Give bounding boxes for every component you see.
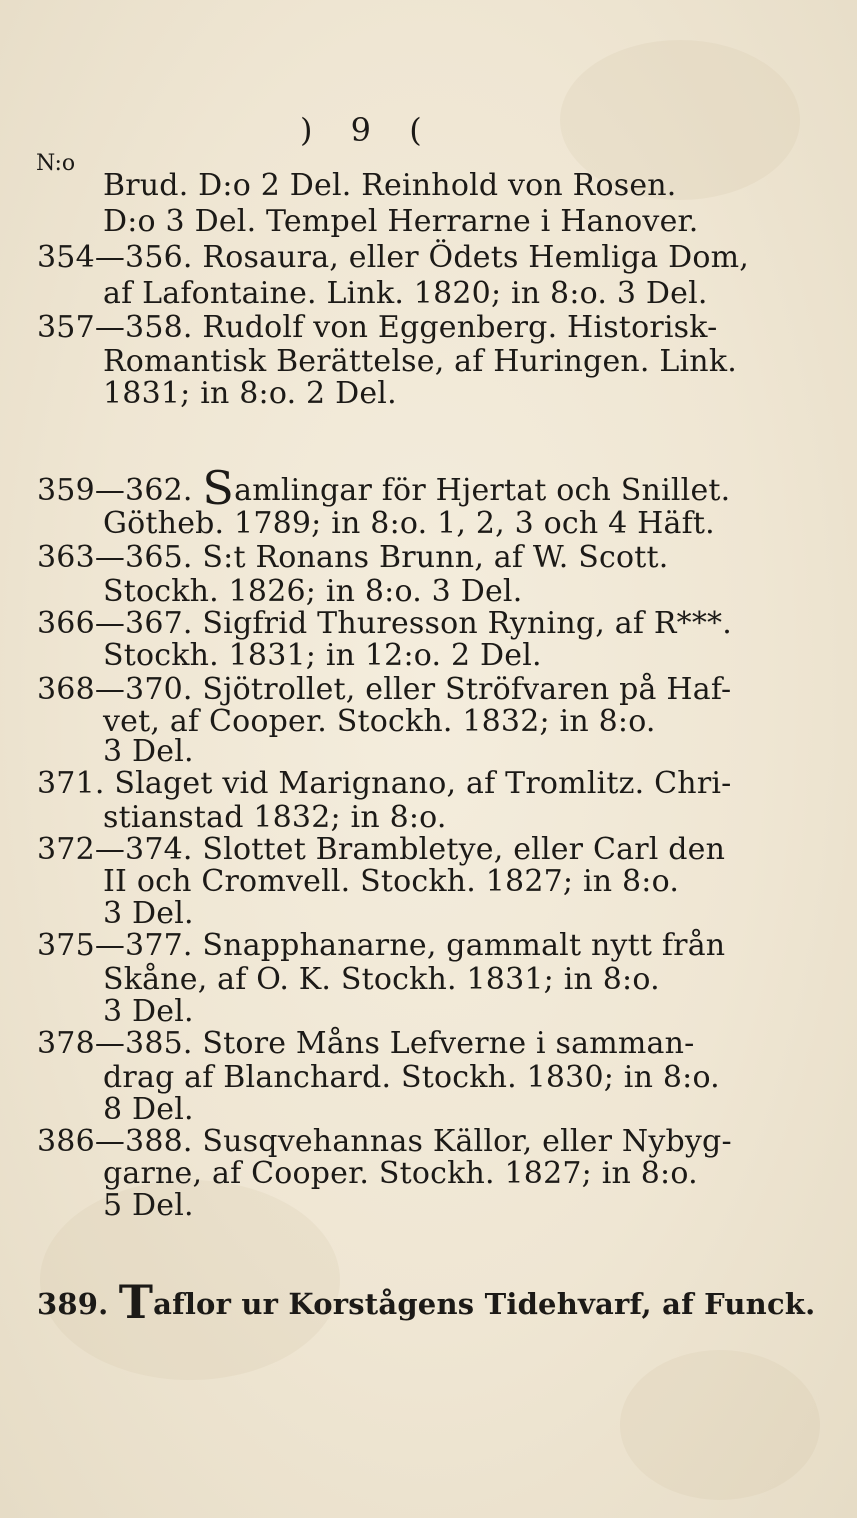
entry-line bbox=[37, 928, 725, 964]
no-label: N:o bbox=[36, 151, 76, 176]
entry-line bbox=[103, 734, 194, 770]
entry-line bbox=[37, 1124, 732, 1160]
entry-number: 375—377. bbox=[37, 928, 193, 963]
entry-line bbox=[103, 1060, 720, 1096]
entry-number: 371. bbox=[37, 766, 105, 801]
entry-line bbox=[37, 672, 731, 708]
entry-text: Susqvehannas Källor, eller Nybyg- bbox=[202, 1124, 732, 1159]
entry-line bbox=[103, 574, 522, 610]
entry-text: Slaget vid Marignano, af Tromlitz. Chri- bbox=[114, 766, 732, 801]
entry-text: Brud. D:o 2 Del. Reinhold von Rosen. bbox=[103, 168, 677, 203]
entry-line bbox=[37, 461, 731, 515]
entry-text: amlingar för Hjertat och Snillet. bbox=[234, 473, 731, 508]
entry-line bbox=[103, 1092, 194, 1128]
entry-number: 386—388. bbox=[37, 1124, 193, 1159]
entry-text: Skåne, af O. K. Stockh. 1831; in 8:o. bbox=[103, 962, 660, 997]
entry-text: Snapphanarne, gammalt nytt från bbox=[202, 928, 726, 963]
entry-text: Sjötrollet, eller Ströfvaren på Haf- bbox=[202, 672, 732, 707]
entry-text: Rosaura, eller Ödets Hemliga Dom, bbox=[202, 240, 749, 275]
entry-text: 8 Del. bbox=[103, 1092, 194, 1127]
entry-text: drag af Blanchard. Stockh. 1830; in 8:o. bbox=[103, 1060, 720, 1095]
entry-initial: T bbox=[118, 1275, 154, 1329]
entry-line bbox=[37, 1275, 816, 1329]
entry-line bbox=[103, 506, 715, 542]
entry-text: Store Måns Lefverne i samman- bbox=[202, 1026, 695, 1061]
entry-number: 378—385. bbox=[37, 1026, 193, 1061]
entry-line bbox=[103, 864, 679, 900]
entry-line bbox=[103, 168, 677, 204]
entry-text: S:t Ronans Brunn, af W. Scott. bbox=[202, 540, 669, 575]
entry-line bbox=[37, 310, 717, 346]
entry-number: 368—370. bbox=[37, 672, 193, 707]
entry-line bbox=[103, 276, 708, 312]
entry-line bbox=[103, 800, 447, 836]
entry-number: 389. bbox=[37, 1287, 109, 1321]
entry-line bbox=[103, 994, 194, 1030]
entry-number: 357—358. bbox=[37, 310, 193, 345]
entry-text: Stockh. 1831; in 12:o. 2 Del. bbox=[103, 638, 542, 673]
entry-line bbox=[37, 240, 749, 276]
entry-initial: S bbox=[202, 461, 235, 515]
entry-text: 3 Del. bbox=[103, 896, 194, 931]
entry-line bbox=[103, 204, 699, 240]
entry-number: 359—362. bbox=[37, 473, 193, 508]
entry-line bbox=[37, 606, 732, 642]
entry-line bbox=[37, 766, 732, 802]
entry-text: garne, af Cooper. Stockh. 1827; in 8:o. bbox=[103, 1156, 698, 1191]
entry-text: Romantisk Berättelse, af Huringen. Link. bbox=[103, 344, 737, 379]
entry-line bbox=[37, 1026, 694, 1062]
entry-text: vet, af Cooper. Stockh. 1832; in 8:o. bbox=[103, 704, 656, 739]
entry-text: II och Cromvell. Stockh. 1827; in 8:o. bbox=[103, 864, 680, 899]
entry-text: 3 Del. bbox=[103, 734, 194, 769]
entry-text: 1831; in 8:o. 2 Del. bbox=[103, 376, 397, 411]
page-number: ) 9 ( bbox=[300, 111, 436, 149]
entry-line bbox=[37, 540, 668, 576]
entry-text: stianstad 1832; in 8:o. bbox=[103, 800, 447, 835]
entry-number: 366—367. bbox=[37, 606, 193, 641]
entry-text: Götheb. 1789; in 8:o. 1, 2, 3 och 4 Häft. bbox=[103, 506, 715, 541]
entry-line bbox=[103, 1156, 698, 1192]
entry-text: Sigfrid Thuresson Ryning, af R***. bbox=[202, 606, 732, 641]
entry-line bbox=[103, 344, 737, 380]
entry-number: 354—356. bbox=[37, 240, 193, 275]
entry-line bbox=[103, 376, 397, 412]
entry-number: 363—365. bbox=[37, 540, 193, 575]
entry-line bbox=[103, 638, 542, 674]
entry-line bbox=[103, 962, 660, 998]
entry-number: 372—374. bbox=[37, 832, 193, 867]
entry-line bbox=[37, 832, 725, 868]
entry-text: Stockh. 1826; in 8:o. 3 Del. bbox=[103, 574, 523, 609]
entry-text: Rudolf von Eggenberg. Historisk- bbox=[202, 310, 718, 345]
entry-text: D:o 3 Del. Tempel Herrarne i Hanover. bbox=[103, 204, 699, 239]
entry-text: aflor ur Korstågens Tidehvarf, af Funck. bbox=[153, 1287, 816, 1321]
entry-text: 5 Del. bbox=[103, 1188, 194, 1223]
entry-text: 3 Del. bbox=[103, 994, 194, 1029]
entry-line bbox=[103, 896, 194, 932]
paper-stain bbox=[620, 1350, 820, 1500]
entry-text: Slottet Brambletye, eller Carl den bbox=[202, 832, 726, 867]
entry-line bbox=[103, 1188, 194, 1224]
entry-text: af Lafontaine. Link. 1820; in 8:o. 3 Del. bbox=[103, 276, 708, 311]
